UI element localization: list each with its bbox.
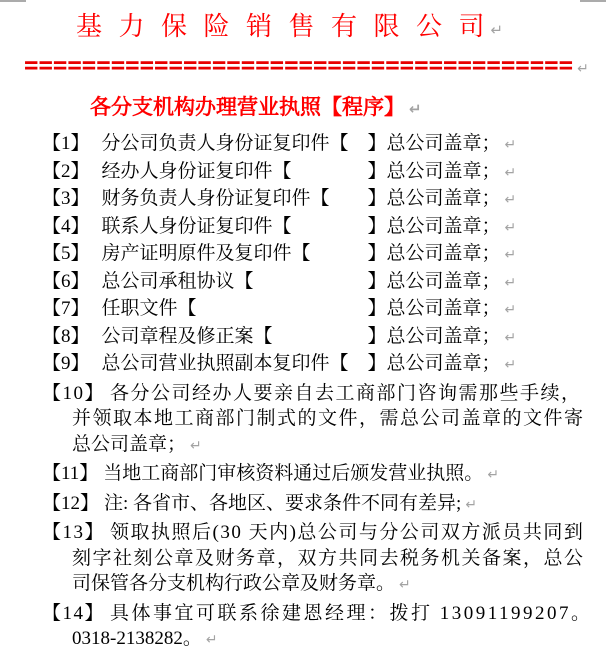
paragraph-mark-icon: ↵ [409,100,422,118]
item-text: 公司章程及修正案【 】总公司盖章； [101,325,501,347]
margin-mark-right-icon [580,0,606,2]
item-text: 刻字社刻公章及财务章，双方共同去税务机关备案，总公 [72,547,585,569]
list-item [0,461,606,489]
item-text: 注: 各省市、各地区、要求条件不同有差异; [104,492,462,514]
item-line [0,626,606,654]
list-item [0,491,606,519]
item-text: 具体事宜可联系徐建恩经理：拨打 13091199207。 [110,602,593,624]
paragraph-mark-icon: ↵ [577,61,589,77]
item-line [0,296,606,324]
item-line [0,571,606,599]
item-line [0,381,606,407]
item-text: 分公司负责人身份证复印件【 】总公司盖章； [101,133,501,154]
paragraph-mark-icon: ↵ [504,137,517,153]
item-line [0,520,606,546]
item-text: 房产证明原件及复印件【 】总公司盖章； [101,243,501,264]
item-number: 【5】 [42,243,90,264]
item-text: 总公司营业执照副本复印件【 】总公司盖章； [101,353,501,374]
list-item [0,159,606,187]
item-number: 【12】 [42,492,100,514]
item-number: 【1】 [42,133,90,154]
paragraph-mark-icon: ↵ [190,437,202,454]
paragraph-mark-icon: ↵ [490,21,506,39]
item-line [0,601,606,627]
procedure-list [0,131,606,654]
paragraph-mark-icon: ↵ [465,496,478,513]
item-number: 【2】 [42,160,90,182]
list-item [0,601,606,654]
list-item [0,351,606,379]
item-number: 【14】 [42,602,106,624]
item-text: 0318-2138282。 [72,628,202,649]
item-text: 总公司盖章； [72,433,187,455]
item-line [0,159,606,187]
item-number: 【10】 [42,382,106,404]
item-text: 司保管各分支机构行政公章及财务章。 [72,573,396,594]
paragraph-mark-icon: ↵ [487,467,500,483]
company-name-text: 基 力 保 险 销 售 有 限 公 司 [76,12,487,41]
list-item [0,296,606,324]
section-heading [0,76,606,124]
item-number: 【11】 [42,463,99,484]
paragraph-mark-icon: ↵ [504,219,517,236]
list-item [0,214,606,242]
item-text: 经办人身份证复印件【 】总公司盖章； [101,160,501,182]
list-item [0,186,606,214]
company-name-title [0,0,606,47]
item-line [0,241,606,269]
item-text: 领取执照后(30 天内)总公司与分公司双方派员共同到 [110,522,585,543]
item-number: 【4】 [42,215,90,237]
item-text: 并领取本地工商部门制式的文件，需总公司盖章的文件寄 [72,408,585,429]
item-text: 任职文件【 】总公司盖章； [101,298,501,319]
item-text: 联系人身份证复印件【 】总公司盖章； [101,215,501,237]
paragraph-mark-icon: ↵ [205,632,218,648]
margin-mark-left-icon [0,0,26,2]
item-number: 【9】 [42,353,90,374]
item-number: 【3】 [42,188,90,209]
double-line-divider [0,51,606,79]
item-number: 【7】 [42,298,90,319]
list-item [0,520,606,599]
paragraph-mark-icon: ↵ [504,164,517,181]
item-line [0,491,606,519]
item-line [0,324,606,352]
paragraph-mark-icon: ↵ [504,357,517,373]
list-item [0,324,606,352]
section-heading-text: 各分支机构办理营业执照【程序】 [90,95,405,119]
item-number: 【8】 [42,325,90,347]
list-item [0,241,606,269]
item-text: 当地工商部门审核资料通过后颁发营业执照。 [103,463,484,484]
item-number: 【6】 [42,270,90,292]
item-line [0,406,606,432]
item-line [0,461,606,489]
item-text: 总公司承租协议【 】总公司盖章； [101,270,501,292]
item-text: 财务负责人身份证复印件【 】总公司盖章； [101,188,501,209]
item-line [0,432,606,460]
item-number: 【13】 [42,522,106,543]
paragraph-mark-icon: ↵ [504,329,517,346]
item-line [0,186,606,214]
item-line [0,351,606,379]
item-line [0,131,606,159]
paragraph-mark-icon: ↵ [504,192,517,208]
list-item [0,269,606,297]
list-item [0,381,606,460]
paragraph-mark-icon: ↵ [399,577,411,593]
list-item [0,131,606,159]
item-line [0,269,606,297]
divider-dashes: ====================================== [24,51,574,79]
item-line [0,214,606,242]
paragraph-mark-icon: ↵ [504,302,517,318]
paragraph-mark-icon: ↵ [504,247,517,263]
paragraph-mark-icon: ↵ [504,274,517,291]
item-text: 各分公司经办人要亲自去工商部门咨询需那些手续， [110,382,582,404]
item-line [0,546,606,572]
